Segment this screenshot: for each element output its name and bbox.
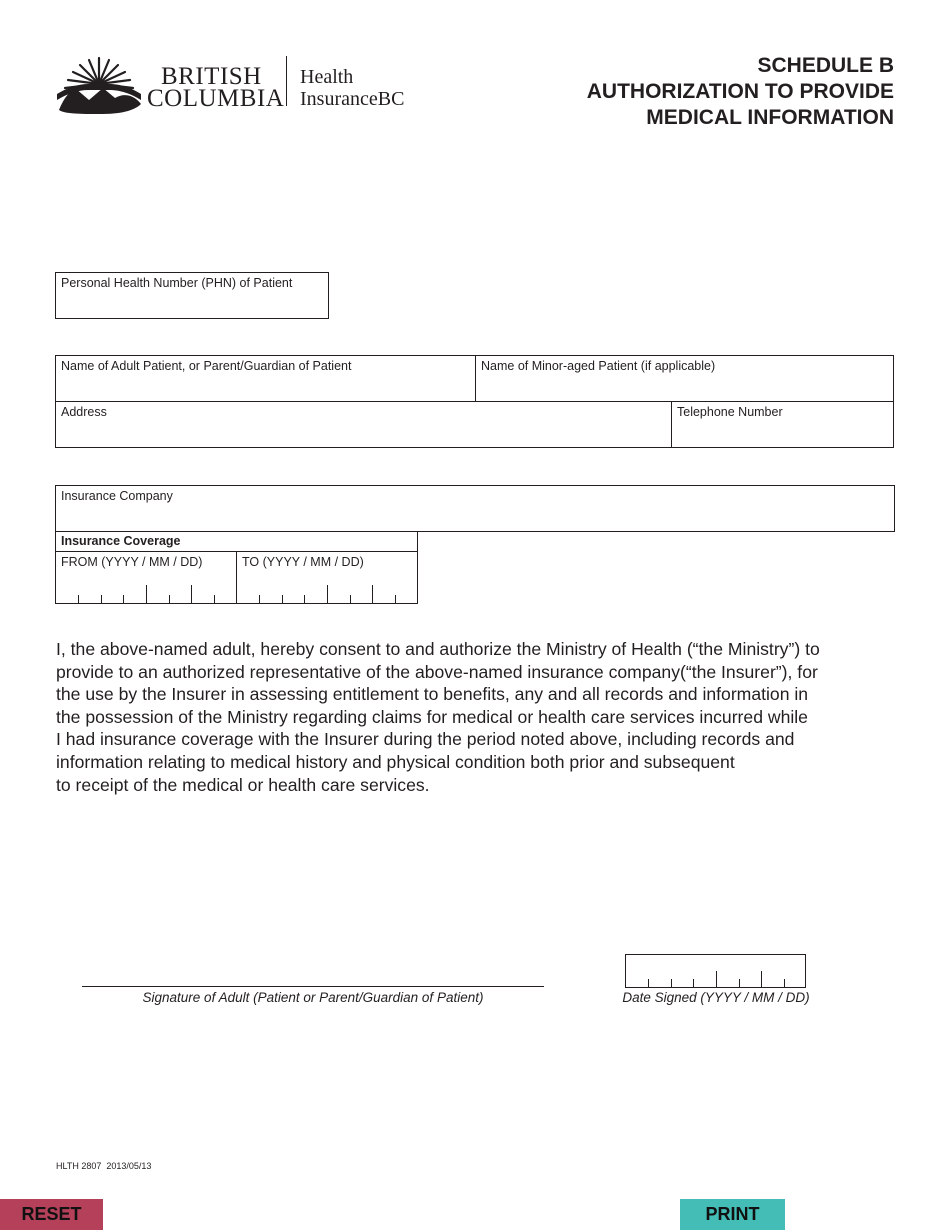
form-title-line-3: MEDICAL INFORMATION xyxy=(646,106,894,129)
logo-british-text: BRITISH xyxy=(161,63,262,90)
reset-button[interactable]: RESET xyxy=(0,1199,103,1230)
logo-columbia-text: COLUMBIA xyxy=(147,85,285,112)
form-title xyxy=(587,53,894,131)
comb-tick xyxy=(739,979,740,987)
print-button[interactable]: PRINT xyxy=(680,1199,785,1230)
comb-tick xyxy=(169,595,170,603)
comb-tick xyxy=(327,585,328,603)
comb-tick xyxy=(282,595,283,603)
comb-tick xyxy=(761,971,762,987)
phn-field-box xyxy=(55,272,329,319)
consent-line: the possession of the Ministry regarding claims for medical or health care services incurred while xyxy=(56,706,808,727)
comb-tick xyxy=(350,595,351,603)
insurance-coverage-heading: Insurance Coverage xyxy=(61,534,181,548)
comb-tick xyxy=(214,595,215,603)
comb-tick xyxy=(671,979,672,987)
signature-caption: Signature of Adult (Patient or Parent/Guardian of Patient) xyxy=(142,990,484,1005)
comb-tick xyxy=(648,979,649,987)
adult-name-field-box xyxy=(55,355,476,402)
adult-name-input[interactable] xyxy=(60,378,471,398)
coverage-from-label: FROM (YYYY / MM / DD) xyxy=(61,555,203,569)
address-label: Address xyxy=(61,405,107,419)
coverage-from-date-comb xyxy=(56,591,236,603)
comb-tick xyxy=(191,585,192,603)
date-signed-caption: Date Signed (YYYY / MM / DD) xyxy=(622,990,810,1005)
minor-name-field-box xyxy=(475,355,894,402)
phn-input[interactable] xyxy=(60,295,324,315)
date-signed-comb xyxy=(626,975,805,987)
telephone-field-box xyxy=(671,401,894,448)
logo-divider xyxy=(286,56,287,106)
insurance-company-field-box xyxy=(55,485,895,532)
bc-sunrise-logo-icon xyxy=(55,54,143,114)
date-signed-field[interactable] xyxy=(625,954,806,988)
consent-line: provide to an authorized representative of the above-named insurance company(“the Insurer”), for xyxy=(56,661,818,682)
consent-paragraph xyxy=(56,638,906,796)
logo-insurancebc-text: InsuranceBC xyxy=(300,88,405,110)
comb-tick xyxy=(78,595,79,603)
comb-tick xyxy=(146,585,147,603)
adult-name-label: Name of Adult Patient, or Parent/Guardian of Patient xyxy=(61,359,352,373)
consent-line: information relating to medical history and physical condition both prior and subsequent xyxy=(56,751,735,772)
comb-tick xyxy=(784,979,785,987)
comb-tick xyxy=(123,595,124,603)
phn-label: Personal Health Number (PHN) of Patient xyxy=(61,276,293,290)
form-code: HLTH 2807 2013/05/13 xyxy=(56,1161,152,1171)
comb-tick xyxy=(395,595,396,603)
coverage-from-date-field[interactable] xyxy=(55,551,237,604)
minor-name-label: Name of Minor-aged Patient (if applicable) xyxy=(481,359,716,373)
consent-line: the use by the Insurer in assessing entitlement to benefits, any and all records and information in xyxy=(56,684,809,705)
logo-health-text: Health xyxy=(300,66,354,88)
consent-line: I had insurance coverage with the Insurer during the period noted above, including records and xyxy=(56,729,795,750)
address-field-box xyxy=(55,401,672,448)
coverage-to-label: TO (YYYY / MM / DD) xyxy=(242,555,364,569)
form-title-line-1: SCHEDULE B xyxy=(757,54,894,77)
comb-tick xyxy=(101,595,102,603)
comb-tick xyxy=(693,979,694,987)
coverage-to-date-field[interactable] xyxy=(236,551,418,604)
signature-line[interactable] xyxy=(82,986,544,987)
form-title-line-2: AUTHORIZATION TO PROVIDE xyxy=(586,80,894,103)
consent-line: to receipt of the medical or health care services. xyxy=(56,774,430,795)
minor-name-input[interactable] xyxy=(480,378,889,398)
comb-tick xyxy=(372,585,373,603)
address-input[interactable] xyxy=(60,424,667,444)
telephone-label: Telephone Number xyxy=(677,405,783,419)
consent-line: I, the above-named adult, hereby consent to and authorize the Ministry of Health (“the Ministry”) to xyxy=(56,639,820,659)
insurance-company-label: Insurance Company xyxy=(61,489,173,503)
comb-tick xyxy=(716,971,717,987)
insurance-coverage-heading-box xyxy=(55,531,418,552)
comb-tick xyxy=(259,595,260,603)
telephone-input[interactable] xyxy=(676,424,889,444)
comb-tick xyxy=(304,595,305,603)
insurance-company-input[interactable] xyxy=(60,508,890,528)
bc-health-insurance-logo xyxy=(55,52,415,116)
coverage-to-date-comb xyxy=(237,591,417,603)
